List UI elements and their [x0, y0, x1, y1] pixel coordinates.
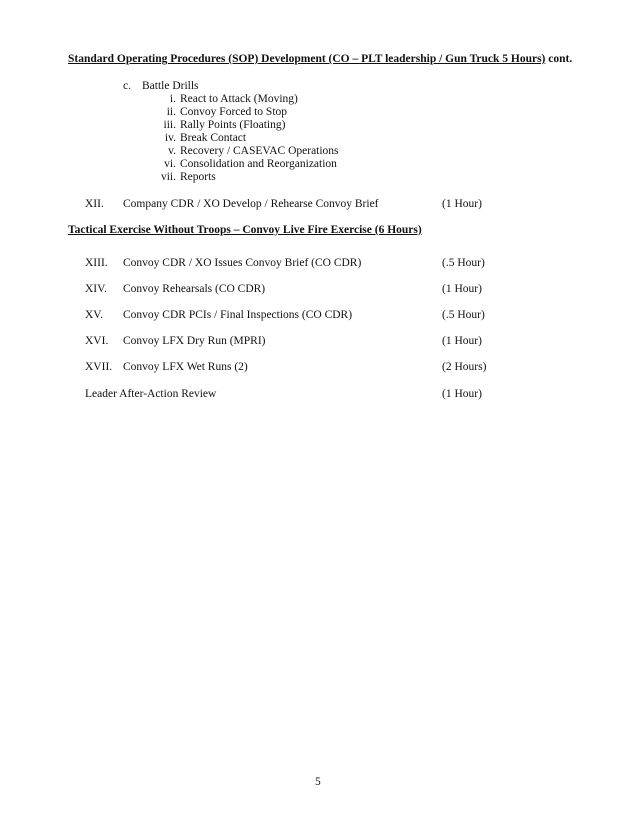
- agenda-item-label: Company CDR / XO Develop / Rehearse Convoy Brief: [123, 198, 379, 210]
- list-item-label: Convoy Forced to Stop: [180, 106, 288, 118]
- list-item-number: v.: [168, 145, 176, 157]
- agenda-item-number: XVII.: [85, 361, 113, 373]
- list-item-label: Reports: [180, 171, 216, 183]
- agenda-item: [0, 335, 638, 349]
- agenda-item-label: Convoy Rehearsals (CO CDR): [123, 283, 266, 295]
- agenda-item-duration: (.5 Hour): [442, 257, 485, 269]
- agenda-item-duration: (1 Hour): [442, 283, 482, 295]
- agenda-item-number: XVI.: [85, 335, 109, 347]
- page-number: 5: [315, 776, 321, 788]
- list-item-number: iv.: [164, 132, 176, 144]
- agenda-item-label: Convoy CDR PCIs / Final Inspections (CO CDR): [123, 309, 353, 321]
- agenda-item-label: Leader After-Action Review: [85, 388, 217, 400]
- agenda-item-number: XV.: [85, 309, 104, 321]
- list-item: [0, 106, 638, 120]
- list-item-label: Rally Points (Floating): [180, 119, 286, 131]
- list-item-label: Break Contact: [180, 132, 247, 144]
- section-heading-tewt: [68, 224, 422, 236]
- agenda-item-duration: (1 Hour): [442, 198, 482, 210]
- list-item: [0, 158, 638, 172]
- list-item-number: ii.: [166, 106, 176, 118]
- list-item-number: iii.: [163, 119, 176, 131]
- list-item-label: Recovery / CASEVAC Operations: [180, 145, 339, 157]
- agenda-item: [0, 257, 638, 271]
- agenda-item-number: XII.: [85, 198, 104, 210]
- agenda-item-review: [0, 388, 638, 402]
- agenda-item-label: Convoy LFX Dry Run (MPRI): [123, 335, 266, 347]
- list-item: [0, 119, 638, 133]
- agenda-item-duration: (1 Hour): [442, 335, 482, 347]
- sub-item-title: Battle Drills: [142, 80, 199, 92]
- list-item-number: vii.: [160, 171, 176, 183]
- list-item-number: i.: [169, 93, 176, 105]
- list-item-label: Consolidation and Reorganization: [180, 158, 337, 170]
- agenda-item-duration: (.5 Hour): [442, 309, 485, 321]
- list-item-number: vi.: [164, 158, 176, 170]
- section-heading-sop-suffix: cont.: [545, 53, 573, 65]
- agenda-item-number: XIV.: [85, 283, 107, 295]
- agenda-item: [0, 198, 638, 212]
- list-item-label: React to Attack (Moving): [180, 93, 298, 105]
- agenda-item-label: Convoy LFX Wet Runs (2): [123, 361, 248, 373]
- agenda-item: [0, 361, 638, 375]
- section-heading-sop-title: Standard Operating Procedures (SOP) Development (CO – PLT leadership / Gun Truck 5 Hours): [68, 53, 546, 65]
- sub-item-letter: c.: [123, 80, 131, 92]
- agenda-item-duration: (1 Hour): [442, 388, 482, 400]
- agenda-item: [0, 309, 638, 323]
- list-item: [0, 132, 638, 146]
- list-item: [0, 145, 638, 159]
- list-item: [0, 93, 638, 107]
- section-heading-tewt-title: Tactical Exercise Without Troops – Convoy Live Fire Exercise (6 Hours): [68, 224, 422, 236]
- agenda-item-label: Convoy CDR / XO Issues Convoy Brief (CO CDR): [123, 257, 362, 269]
- list-item: [0, 171, 638, 185]
- agenda-item-duration: (2 Hours): [442, 361, 487, 373]
- agenda-item: [0, 283, 638, 297]
- section-heading-sop: [68, 53, 572, 65]
- agenda-item-number: XIII.: [85, 257, 108, 269]
